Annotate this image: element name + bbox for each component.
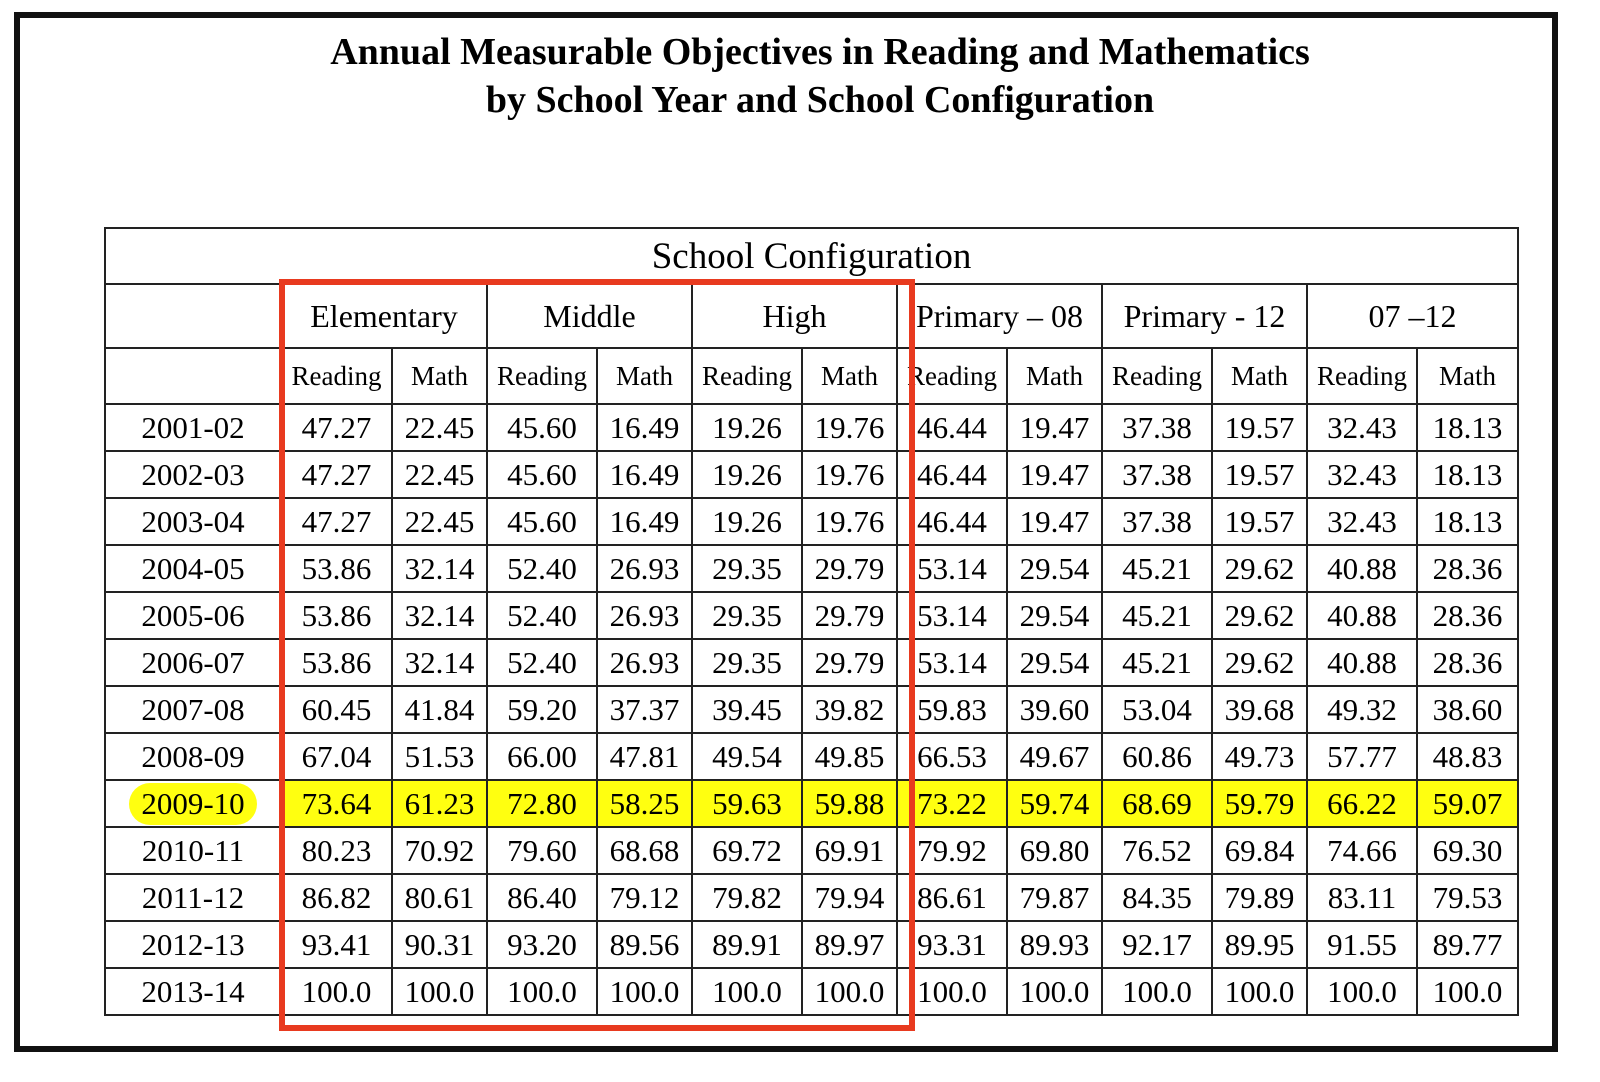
value-cell: 89.91 [692,921,802,968]
value-cell: 49.85 [802,733,897,780]
year-cell [105,404,281,451]
value-cell: 93.41 [281,921,392,968]
year-label: 2006-07 [141,644,245,680]
value-cell: 29.54 [1007,592,1102,639]
table-row [105,827,1518,874]
group-header: 07 –12 [1307,284,1518,348]
value-cell: 79.53 [1417,874,1518,921]
value-cell: 32.43 [1307,451,1417,498]
subject-header: Reading [487,348,597,404]
value-cell: 19.76 [802,498,897,545]
year-cell [105,780,281,827]
value-cell: 22.45 [392,404,487,451]
value-cell: 32.43 [1307,498,1417,545]
value-cell: 69.80 [1007,827,1102,874]
subject-header: Math [802,348,897,404]
subject-header: Reading [692,348,802,404]
year-cell [105,545,281,592]
year-header-blank [105,284,281,348]
value-cell: 45.60 [487,404,597,451]
subject-header: Math [1417,348,1518,404]
subject-header: Reading [1102,348,1212,404]
value-cell: 39.82 [802,686,897,733]
value-cell: 100.0 [597,968,692,1015]
value-cell: 90.31 [392,921,487,968]
value-cell: 32.14 [392,545,487,592]
year-cell [105,733,281,780]
table-row [105,780,1518,827]
subject-header: Math [597,348,692,404]
value-cell: 19.47 [1007,451,1102,498]
group-header: High [692,284,897,348]
value-cell: 76.52 [1102,827,1212,874]
value-cell: 93.31 [897,921,1007,968]
value-cell: 53.14 [897,639,1007,686]
value-cell: 68.69 [1102,780,1212,827]
amo-table [104,227,1519,1016]
value-cell: 52.40 [487,545,597,592]
value-cell: 53.86 [281,639,392,686]
group-header: Primary – 08 [897,284,1102,348]
value-cell: 100.0 [692,968,802,1015]
value-cell: 69.91 [802,827,897,874]
value-cell: 29.35 [692,545,802,592]
year-label: 2005-06 [141,597,245,633]
year-label: 2008-09 [141,738,245,774]
value-cell: 80.23 [281,827,392,874]
value-cell: 79.89 [1212,874,1307,921]
year-cell [105,921,281,968]
year-cell [105,686,281,733]
value-cell: 16.49 [597,404,692,451]
value-cell: 66.53 [897,733,1007,780]
value-cell: 19.57 [1212,451,1307,498]
table-row [105,545,1518,592]
value-cell: 80.61 [392,874,487,921]
value-cell: 46.44 [897,451,1007,498]
value-cell: 89.56 [597,921,692,968]
value-cell: 16.49 [597,451,692,498]
value-cell: 59.79 [1212,780,1307,827]
year-label: 2009-10 [129,783,256,825]
table-row [105,686,1518,733]
year-label: 2002-03 [141,456,245,492]
value-cell: 53.86 [281,592,392,639]
value-cell: 40.88 [1307,592,1417,639]
year-label: 2010-11 [141,832,245,868]
value-cell: 74.66 [1307,827,1417,874]
value-cell: 19.57 [1212,404,1307,451]
value-cell: 38.60 [1417,686,1518,733]
value-cell: 79.87 [1007,874,1102,921]
value-cell: 29.35 [692,592,802,639]
value-cell: 79.82 [692,874,802,921]
value-cell: 51.53 [392,733,487,780]
value-cell: 100.0 [1307,968,1417,1015]
value-cell: 29.54 [1007,545,1102,592]
value-cell: 41.84 [392,686,487,733]
value-cell: 59.20 [487,686,597,733]
value-cell: 45.21 [1102,545,1212,592]
value-cell: 79.92 [897,827,1007,874]
value-cell: 28.36 [1417,545,1518,592]
value-cell: 45.60 [487,498,597,545]
value-cell: 22.45 [392,451,487,498]
year-cell [105,498,281,545]
value-cell: 69.72 [692,827,802,874]
value-cell: 16.49 [597,498,692,545]
value-cell: 47.27 [281,498,392,545]
value-cell: 100.0 [281,968,392,1015]
subject-header: Reading [281,348,392,404]
value-cell: 86.82 [281,874,392,921]
value-cell: 86.40 [487,874,597,921]
value-cell: 53.04 [1102,686,1212,733]
value-cell: 69.84 [1212,827,1307,874]
value-cell: 72.80 [487,780,597,827]
value-cell: 49.32 [1307,686,1417,733]
year-cell [105,451,281,498]
value-cell: 26.93 [597,592,692,639]
year-cell [105,592,281,639]
value-cell: 59.83 [897,686,1007,733]
value-cell: 32.43 [1307,404,1417,451]
year-subheader-blank [105,348,281,404]
value-cell: 79.60 [487,827,597,874]
year-label: 2007-08 [141,691,245,727]
value-cell: 92.17 [1102,921,1212,968]
value-cell: 28.36 [1417,639,1518,686]
value-cell: 29.79 [802,592,897,639]
value-cell: 70.92 [392,827,487,874]
value-cell: 37.37 [597,686,692,733]
value-cell: 47.27 [281,404,392,451]
value-cell: 53.14 [897,592,1007,639]
value-cell: 66.22 [1307,780,1417,827]
value-cell: 93.20 [487,921,597,968]
year-cell [105,968,281,1015]
value-cell: 83.11 [1307,874,1417,921]
year-label: 2013-14 [141,973,245,1009]
value-cell: 79.12 [597,874,692,921]
value-cell: 73.64 [281,780,392,827]
group-header: Middle [487,284,692,348]
value-cell: 37.38 [1102,498,1212,545]
table-row [105,733,1518,780]
school-configuration-header: School Configuration [105,228,1518,284]
value-cell: 19.26 [692,498,802,545]
value-cell: 45.21 [1102,639,1212,686]
table-row [105,404,1518,451]
value-cell: 29.79 [802,639,897,686]
value-cell: 59.07 [1417,780,1518,827]
value-cell: 60.45 [281,686,392,733]
value-cell: 19.76 [802,451,897,498]
value-cell: 46.44 [897,404,1007,451]
table-row [105,498,1518,545]
title-line-2: by School Year and School Configuration [485,79,1155,121]
value-cell: 59.74 [1007,780,1102,827]
value-cell: 91.55 [1307,921,1417,968]
year-cell [105,827,281,874]
value-cell: 53.14 [897,545,1007,592]
value-cell: 69.30 [1417,827,1518,874]
value-cell: 100.0 [1007,968,1102,1015]
value-cell: 26.93 [597,639,692,686]
value-cell: 48.83 [1417,733,1518,780]
value-cell: 37.38 [1102,404,1212,451]
value-cell: 68.68 [597,827,692,874]
value-cell: 19.26 [692,451,802,498]
value-cell: 19.57 [1212,498,1307,545]
group-header: Primary - 12 [1102,284,1307,348]
value-cell: 26.93 [597,545,692,592]
value-cell: 49.54 [692,733,802,780]
page-title [0,28,1600,124]
value-cell: 32.14 [392,592,487,639]
value-cell: 32.14 [392,639,487,686]
subject-header-row [105,348,1518,404]
group-header-row [105,284,1518,348]
value-cell: 29.62 [1212,545,1307,592]
value-cell: 66.00 [487,733,597,780]
value-cell: 61.23 [392,780,487,827]
value-cell: 100.0 [1417,968,1518,1015]
year-label: 2011-12 [141,879,245,915]
value-cell: 22.45 [392,498,487,545]
value-cell: 47.81 [597,733,692,780]
value-cell: 57.77 [1307,733,1417,780]
year-cell [105,874,281,921]
value-cell: 100.0 [1102,968,1212,1015]
value-cell: 84.35 [1102,874,1212,921]
value-cell: 28.36 [1417,592,1518,639]
value-cell: 73.22 [897,780,1007,827]
table-row [105,451,1518,498]
value-cell: 86.61 [897,874,1007,921]
subject-header: Math [392,348,487,404]
subject-header: Math [1007,348,1102,404]
table-row [105,874,1518,921]
value-cell: 46.44 [897,498,1007,545]
value-cell: 89.97 [802,921,897,968]
value-cell: 60.86 [1102,733,1212,780]
value-cell: 19.47 [1007,498,1102,545]
value-cell: 89.93 [1007,921,1102,968]
value-cell: 67.04 [281,733,392,780]
value-cell: 53.86 [281,545,392,592]
value-cell: 45.21 [1102,592,1212,639]
table-row [105,968,1518,1015]
value-cell: 52.40 [487,639,597,686]
value-cell: 37.38 [1102,451,1212,498]
value-cell: 29.62 [1212,592,1307,639]
group-header: Elementary [281,284,487,348]
value-cell: 45.60 [487,451,597,498]
value-cell: 29.35 [692,639,802,686]
value-cell: 89.77 [1417,921,1518,968]
value-cell: 39.60 [1007,686,1102,733]
value-cell: 39.45 [692,686,802,733]
value-cell: 59.63 [692,780,802,827]
table-row [105,639,1518,686]
value-cell: 59.88 [802,780,897,827]
year-label: 2012-13 [141,926,245,962]
year-label: 2004-05 [141,550,245,586]
value-cell: 100.0 [897,968,1007,1015]
value-cell: 39.68 [1212,686,1307,733]
title-line-1: Annual Measurable Objectives in Reading and Mathematics [330,31,1310,73]
year-label: 2003-04 [141,503,245,539]
value-cell: 47.27 [281,451,392,498]
value-cell: 49.67 [1007,733,1102,780]
value-cell: 58.25 [597,780,692,827]
year-label: 2001-02 [141,409,245,445]
value-cell: 100.0 [392,968,487,1015]
value-cell: 18.13 [1417,451,1518,498]
value-cell: 79.94 [802,874,897,921]
value-cell: 100.0 [487,968,597,1015]
table-body [105,404,1518,1015]
value-cell: 89.95 [1212,921,1307,968]
value-cell: 29.54 [1007,639,1102,686]
value-cell: 19.76 [802,404,897,451]
value-cell: 100.0 [1212,968,1307,1015]
subject-header: Reading [897,348,1007,404]
value-cell: 40.88 [1307,545,1417,592]
value-cell: 18.13 [1417,498,1518,545]
table-row [105,921,1518,968]
value-cell: 29.62 [1212,639,1307,686]
value-cell: 100.0 [802,968,897,1015]
value-cell: 52.40 [487,592,597,639]
value-cell: 29.79 [802,545,897,592]
table-row [105,592,1518,639]
value-cell: 18.13 [1417,404,1518,451]
subject-header: Reading [1307,348,1417,404]
value-cell: 49.73 [1212,733,1307,780]
value-cell: 19.47 [1007,404,1102,451]
value-cell: 19.26 [692,404,802,451]
value-cell: 40.88 [1307,639,1417,686]
year-cell [105,639,281,686]
subject-header: Math [1212,348,1307,404]
